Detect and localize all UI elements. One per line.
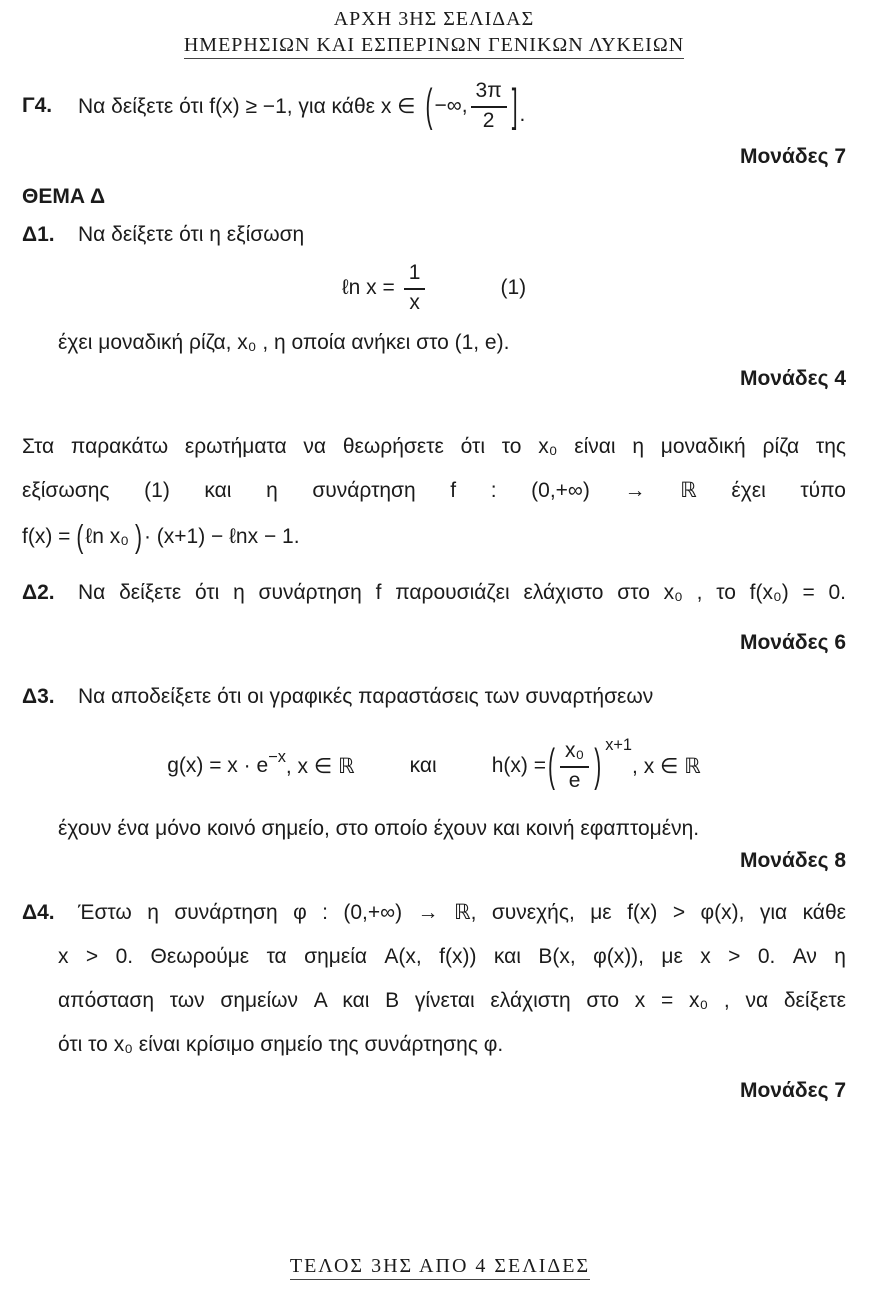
d4-line2: x > 0. Θεωρούμε τα σημεία A(x, f(x)) και B(x, φ(x)), με x > 0. Αν η bbox=[58, 945, 846, 968]
d1-equation bbox=[22, 257, 846, 319]
d3-g-pre: g(x) = x · e bbox=[167, 754, 269, 777]
d1-text: Να δείξετε ότι η εξίσωση bbox=[78, 223, 305, 246]
intro-formula bbox=[22, 513, 846, 561]
d1-equation-fraction bbox=[404, 261, 426, 314]
d1-fraction-numerator: 1 bbox=[404, 261, 426, 289]
question-d3-label: Δ3. bbox=[22, 685, 55, 708]
g4-close-bracket: ] bbox=[511, 81, 518, 131]
d3-h-close-paren: ) bbox=[594, 741, 602, 791]
question-d4 bbox=[22, 891, 846, 1067]
g4-open-paren: ( bbox=[425, 81, 433, 131]
d1-after-text: έχει μοναδική ρίζα, x₀ , η οποία ανήκει στο (1, e). bbox=[58, 331, 510, 354]
d3-h-open-paren: ( bbox=[547, 741, 555, 791]
header-start-of-page-text: ΑΡΧΗ 3ΗΣ ΣΕΛΙΔΑΣ bbox=[333, 8, 535, 30]
d3-h-exponent: x+1 bbox=[605, 736, 633, 755]
question-g4 bbox=[22, 75, 846, 137]
page-header-line2 bbox=[22, 34, 846, 59]
intro-line1: Στα παρακάτω ερωτήματα να θεωρήσετε ότι το x₀ είναι η μοναδική ρίζα της bbox=[22, 435, 846, 458]
footer-end-of-page-text: ΤΕΛΟΣ 3ΗΣ ΑΠΟ 4 ΣΕΛΙΔΕΣ bbox=[290, 1255, 590, 1280]
d3-h-fraction-denominator: e bbox=[568, 768, 581, 792]
intro-formula-pre: f(x) = bbox=[22, 525, 71, 548]
d3-g-exponent: −x bbox=[268, 748, 286, 767]
g4-minus-infinity: −∞, bbox=[434, 94, 468, 117]
d3-kai-text: και bbox=[409, 754, 437, 777]
g4-fraction-numerator: 3π bbox=[471, 79, 507, 107]
page-footer bbox=[0, 1255, 880, 1280]
d3-equations bbox=[22, 721, 846, 811]
d3-h-fraction bbox=[560, 739, 589, 792]
d3-text: Να αποδείξετε ότι οι γραφικές παραστάσεις των συναρτήσεων bbox=[78, 685, 654, 708]
d3-g-equation bbox=[167, 748, 355, 779]
intro-formula-open-paren: ( bbox=[76, 519, 84, 555]
theme-d-title: ΘΕΜΑ Δ bbox=[22, 185, 106, 208]
d4-line1-row bbox=[22, 891, 846, 935]
intro-line2: εξίσωσης (1) και η συνάρτηση f : (0,+∞) → ℝ έχει τύπο bbox=[22, 479, 846, 502]
d3-h-equation bbox=[491, 736, 701, 792]
question-d1 bbox=[22, 223, 846, 247]
d3-h-post: , x ∈ ℝ bbox=[632, 754, 701, 778]
g4-marks: Μονάδες 7 bbox=[739, 145, 846, 168]
d3-marks: Μονάδες 8 bbox=[739, 849, 846, 872]
g4-fraction bbox=[471, 79, 507, 132]
d3-g-post: , x ∈ ℝ bbox=[285, 754, 355, 778]
d4-line4: ότι το x₀ είναι κρίσιμο σημείο της συνάρτησης φ. bbox=[58, 1033, 504, 1056]
d4-line3: απόσταση των σημείων A και B γίνεται ελάχιστη στο x = x₀ , να δείξετε bbox=[58, 989, 846, 1012]
question-d2 bbox=[22, 581, 846, 605]
intro-formula-inner: ℓn x₀ bbox=[85, 525, 129, 548]
d2-marks: Μονάδες 6 bbox=[739, 631, 846, 654]
d3-h-pre: h(x) = bbox=[491, 754, 546, 777]
d1-marks: Μονάδες 4 bbox=[739, 367, 846, 390]
d3-after-text: έχουν ένα μόνο κοινό σημείο, στο οποίο έχουν και κοινή εφαπτομένη. bbox=[58, 817, 700, 840]
question-g4-label: Γ4. bbox=[22, 94, 53, 117]
header-school-type-text: ΗΜΕΡΗΣΙΩΝ ΚΑΙ ΕΣΠΕΡΙΝΩΝ ΓΕΝΙΚΩΝ ΛΥΚΕΙΩΝ bbox=[184, 34, 684, 59]
question-g4-statement bbox=[78, 79, 525, 132]
page-header-line1 bbox=[22, 8, 846, 31]
d3-h-fraction-numerator: x₀ bbox=[560, 739, 589, 767]
question-d4-label: Δ4. bbox=[22, 901, 55, 924]
g4-text: Να δείξετε ότι f(x) ≥ −1, για κάθε x ∈ bbox=[78, 94, 416, 118]
d4-line1: Έστω η συνάρτηση φ : (0,+∞) → ℝ, συνεχής, με f(x) > φ(x), για κάθε bbox=[78, 901, 846, 924]
d1-equation-number: (1) bbox=[500, 276, 527, 299]
intro-paragraph bbox=[22, 425, 846, 561]
d2-text: Να δείξετε ότι η συνάρτηση f παρουσιάζει ελάχιστο στο x₀ , το f(x₀) = 0. bbox=[78, 581, 846, 604]
question-d1-label: Δ1. bbox=[22, 223, 55, 246]
d1-fraction-denominator: x bbox=[409, 290, 420, 314]
g4-period: . bbox=[519, 102, 526, 126]
d1-equation-lhs: ℓn x = bbox=[341, 276, 395, 299]
question-d2-label: Δ2. bbox=[22, 581, 55, 604]
d4-marks: Μονάδες 7 bbox=[739, 1079, 846, 1102]
intro-formula-post: · (x+1) − ℓnx − 1. bbox=[143, 525, 300, 548]
question-d3 bbox=[22, 685, 846, 709]
g4-fraction-denominator: 2 bbox=[482, 108, 495, 132]
intro-formula-close-paren: ) bbox=[134, 519, 142, 555]
